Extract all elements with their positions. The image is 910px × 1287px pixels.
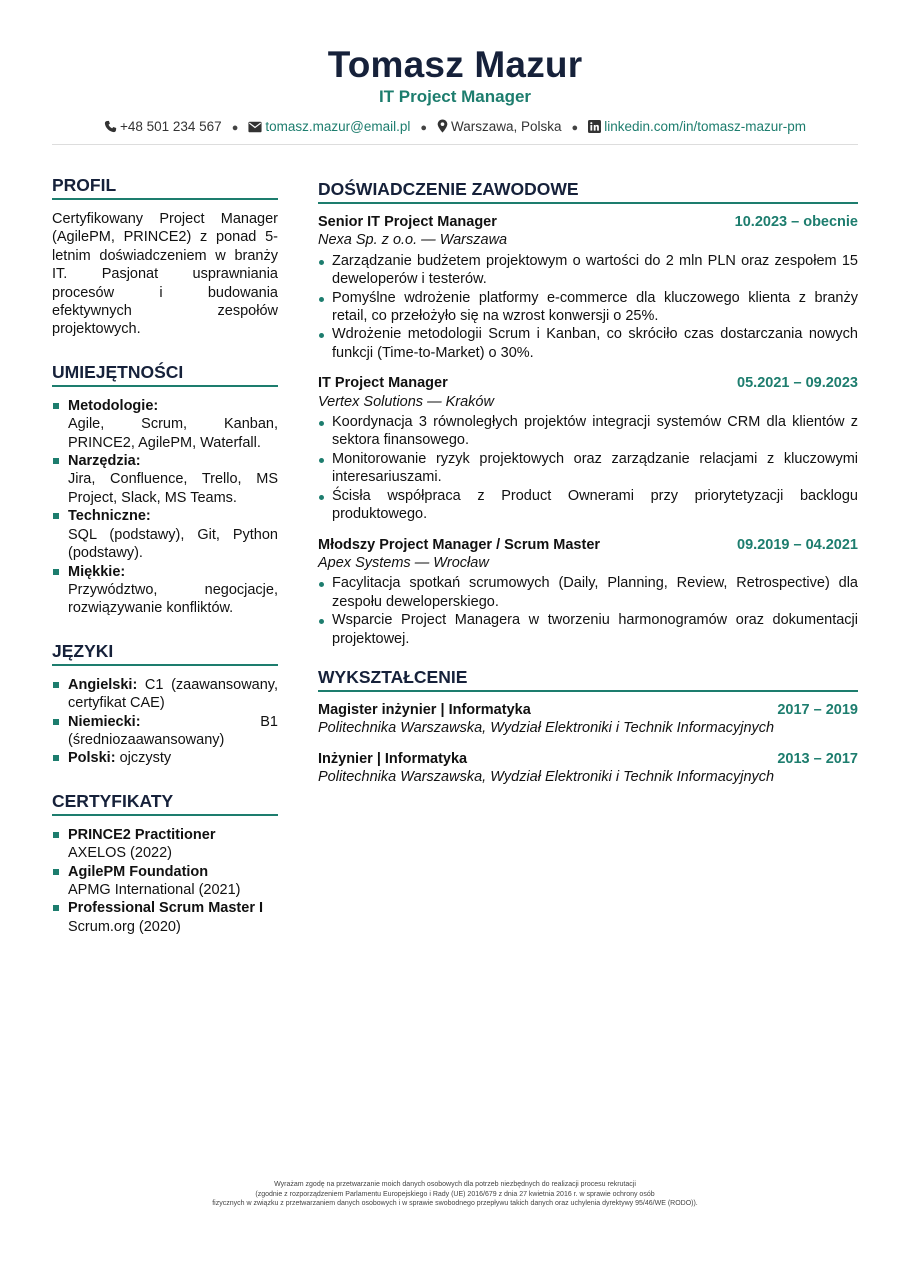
education-date: 2013 – 2017 [777, 750, 858, 767]
education-title: WYKSZTAŁCENIE [318, 666, 858, 692]
profile-section [52, 174, 278, 339]
education-entry [318, 701, 858, 738]
contact-linkedin[interactable] [588, 118, 806, 136]
envelope-icon [248, 121, 262, 133]
skill-label: Narzędzia: [68, 453, 141, 470]
job-title: Senior IT Project Manager [318, 214, 497, 230]
contact-separator: ● [571, 122, 579, 134]
certificates-list [52, 826, 278, 936]
certificate-name: AgilePM Foundation [68, 863, 209, 880]
skill-value: Agile, Scrum, Kanban, PRINCE2, AgilePM, Waterfall. [68, 416, 278, 451]
degree-title: Inżynier | Informatyka [318, 750, 468, 767]
contact-email[interactable] [248, 118, 410, 136]
job-bullets [318, 252, 858, 362]
job-title: IT Project Manager [318, 375, 448, 392]
list-item [52, 397, 278, 452]
certificate-name: PRINCE2 Practitioner [68, 826, 216, 843]
language-value: C1 (zaawansowany, certyfikat CAE) [68, 676, 278, 712]
certificates-title: CERTYFIKATY [52, 790, 278, 816]
list-item [52, 563, 278, 618]
skills-section [52, 361, 278, 618]
email-link[interactable]: tomasz.mazur@email.pl [265, 119, 411, 135]
skill-label: Miękkie: [68, 563, 126, 580]
job-bullets [318, 574, 858, 648]
contact-separator: ● [231, 122, 239, 134]
job-entry [318, 536, 858, 648]
consent-line: Wyrażam zgodę na przetwarzanie moich danych osobowych dla potrzeb niezbędnych do realizacji procesu rekrutacji [274, 1181, 636, 1188]
left-column [52, 174, 278, 958]
gdpr-consent-clause [0, 1180, 910, 1209]
phone-text: +48 501 234 567 [119, 119, 222, 135]
map-pin-icon [437, 119, 448, 133]
job-entry [318, 213, 858, 362]
skills-list [52, 397, 278, 618]
right-column [318, 178, 858, 805]
list-item: Ścisła współpraca z Product Ownerami przy priorytetyzacji backlogu produktowego. [318, 487, 858, 524]
skills-title: UMIEJĘTNOŚCI [52, 361, 278, 387]
language-value: B1 (średniozaawansowany) [68, 713, 278, 748]
list-item: Wsparcie Project Managera w tworzeniu harmonogramów oraz dokumentacji projektowej. [318, 611, 858, 648]
certificate-issuer: APMG International (2021) [68, 881, 241, 898]
contact-bar [0, 118, 910, 137]
location-text: Warszawa, Polska [451, 119, 562, 135]
education-entry [318, 750, 858, 787]
skill-label: Metodologie: [68, 397, 159, 414]
consent-line: fizycznych w związku z przetwarzaniem danych osobowych i w sprawie swobodnego przepływu takich danych oraz uchylenia dyrektywy 95/46/WE (RODO)). [212, 1200, 698, 1207]
school-name: Politechnika Warszawska, Wydział Elektroniki i Technik Informacyjnych [318, 720, 775, 737]
language-label: Niemiecki: [68, 713, 141, 730]
language-value: ojczysty [119, 750, 172, 767]
resume-header [0, 44, 910, 108]
job-date: 05.2021 – 09.2023 [737, 375, 858, 392]
header-divider [52, 144, 858, 145]
list-item [52, 507, 278, 562]
job-entry [318, 374, 858, 523]
certificate-issuer: AXELOS (2022) [68, 845, 172, 862]
school-name: Politechnika Warszawska, Wydział Elektroniki i Technik Informacyjnych [318, 769, 775, 786]
list-item: Facylitacja spotkań scrumowych (Daily, Planning, Review, Retrospective) dla zespołu deweloperskiego. [318, 574, 858, 611]
contact-location [437, 118, 562, 136]
job-title: Młodszy Project Manager / Scrum Master [318, 536, 601, 553]
languages-list [52, 676, 278, 768]
list-item [52, 713, 278, 750]
experience-section [318, 178, 858, 648]
job-bullets [318, 413, 858, 523]
experience-title: DOŚWIADCZENIE ZAWODOWE [318, 178, 858, 204]
profile-text: Certyfikowany Project Manager (AgilePM, PRINCE2) z ponad 5-letnim doświadczeniem w branży IT. Pasjonat usprawniania procesów i budowania efektywnych zespołów projektowych. [52, 211, 278, 338]
list-item [52, 749, 278, 767]
job-date: 10.2023 – obecnie [734, 214, 858, 230]
list-item: Wdrożenie metodologii Scrum i Kanban, co skróciło czas dostarczania nowych funkcji (Time-to-Market) o 30%. [318, 325, 858, 362]
profile-title: PROFIL [52, 174, 278, 200]
list-item: Monitorowanie ryzyk projektowych oraz zarządzanie relacjami z kluczowymi interesariuszami. [318, 450, 858, 487]
certificate-issuer: Scrum.org (2020) [68, 918, 181, 935]
language-label: Polski: [68, 750, 116, 767]
job-date: 09.2019 – 04.2021 [737, 536, 858, 553]
education-date: 2017 – 2019 [777, 701, 858, 718]
list-item [52, 676, 278, 713]
list-item: Zarządzanie budżetem projektowym o wartości do 2 mln PLN oraz zespołem 15 deweloperów i testerów. [318, 252, 858, 289]
list-item [52, 826, 278, 863]
linkedin-icon [588, 120, 601, 133]
language-label: Angielski: [68, 676, 138, 693]
contact-phone[interactable] [104, 118, 222, 136]
job-company: Apex Systems — Wrocław [318, 554, 489, 571]
job-company: Nexa Sp. z o.o. — Warszawa [318, 232, 508, 249]
degree-title: Magister inżynier | Informatyka [318, 701, 531, 718]
job-company: Vertex Solutions — Kraków [318, 393, 494, 410]
consent-line: (zgodnie z rozporządzeniem Parlamentu Europejskiego i Rady (UE) 2016/679 z dnia 27 kwietnia 2016 r. w sprawie ochrony osób [255, 1190, 655, 1198]
languages-section [52, 640, 278, 768]
certificate-name: Professional Scrum Master I [68, 900, 264, 917]
languages-title: JĘZYKI [52, 640, 278, 666]
skill-value: SQL (podstawy), Git, Python (podstawy). [68, 526, 278, 562]
education-section [318, 666, 858, 787]
skill-value: Jira, Confluence, Trello, MS Project, Slack, MS Teams. [68, 471, 278, 506]
phone-icon [104, 120, 117, 133]
skill-value: Przywództwo, negocjacje, rozwiązywanie konfliktów. [68, 581, 278, 617]
list-item [52, 452, 278, 507]
candidate-name: Tomasz Mazur [327, 44, 583, 85]
list-item: Koordynacja 3 równoległych projektów integracji systemów CRM dla klientów z sektora finansowego. [318, 413, 858, 450]
skill-label: Techniczne: [68, 508, 151, 525]
list-item [52, 863, 278, 900]
list-item [52, 899, 278, 936]
candidate-role: IT Project Manager [378, 87, 532, 106]
certificates-section [52, 790, 278, 936]
contact-separator: ● [420, 122, 428, 134]
linkedin-link[interactable]: linkedin.com/in/tomasz-mazur-pm [604, 119, 807, 135]
list-item: Pomyślne wdrożenie platformy e-commerce dla kluczowego klienta z branży retail, co przełożyło się na wzrost konwersji o 25%. [318, 289, 858, 326]
